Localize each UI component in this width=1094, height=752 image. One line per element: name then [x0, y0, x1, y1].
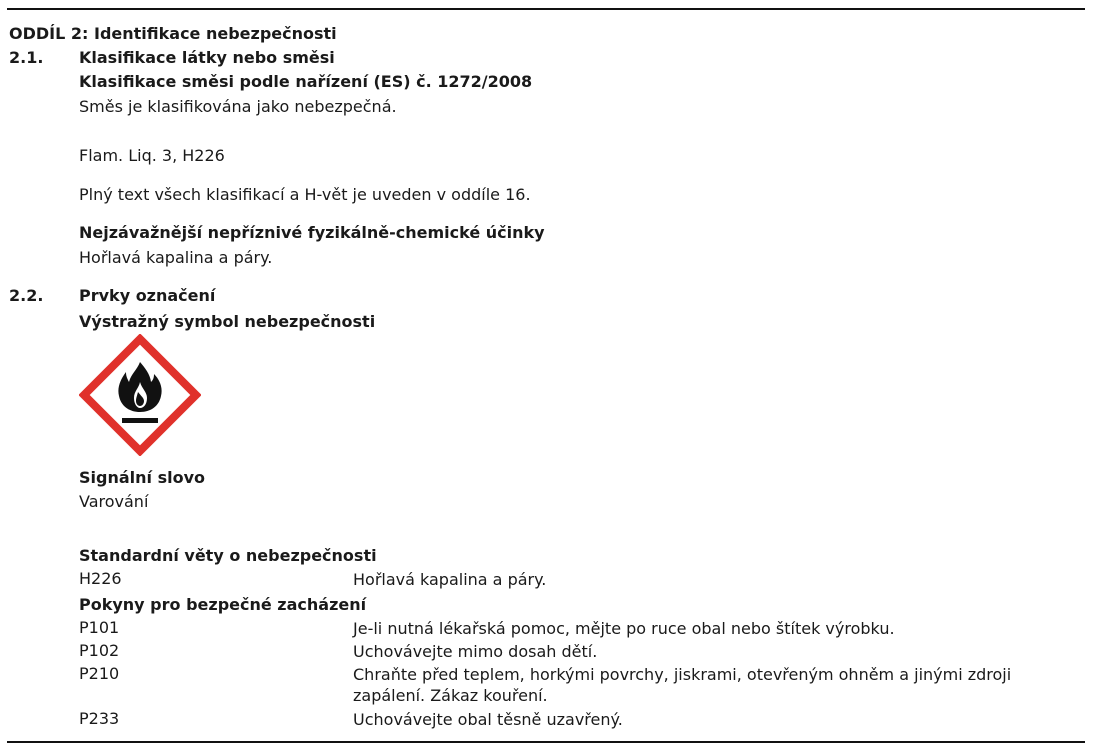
section-number-2-1: 2.1. — [9, 48, 44, 67]
effects-heading: Nejzávažnější nepříznivé fyzikálně-chemické účinky — [79, 223, 545, 242]
p-statement-code: P102 — [79, 641, 120, 660]
h-statement-code: H226 — [79, 569, 122, 588]
classification-statement: Směs je klasifikována jako nebezpečná. — [79, 97, 397, 116]
hazard-statements-heading: Standardní věty o nebezpečnosti — [79, 546, 377, 565]
classification-regulation-heading: Klasifikace směsi podle nařízení (ES) č. 1272/2008 — [79, 72, 533, 91]
effects-text: Hořlavá kapalina a páry. — [79, 248, 273, 267]
p-statement-text: Uchovávejte obal těsně uzavřený. — [353, 710, 623, 729]
p-statement-code: P210 — [79, 664, 120, 683]
flame-pictogram-icon — [79, 334, 201, 456]
classification-value: Flam. Liq. 3, H226 — [79, 146, 225, 165]
signal-word-heading: Signální slovo — [79, 468, 205, 487]
top-rule — [7, 8, 1085, 10]
section-heading-2-2: Prvky označení — [79, 286, 216, 305]
signal-word-value: Varování — [79, 492, 149, 511]
p-statement-code: P101 — [79, 618, 120, 637]
h-statement-text: Hořlavá kapalina a páry. — [353, 570, 547, 589]
precautionary-statements-heading: Pokyny pro bezpečné zacházení — [79, 595, 367, 614]
section-number-2-2: 2.2. — [9, 286, 44, 305]
section-title: ODDÍL 2: Identifikace nebezpečnosti — [9, 24, 337, 43]
p-statement-text: Chraňte před teplem, horkými povrchy, jiskrami, otevřeným ohněm a jinými zdroji zapálení. Zákaz kouření. — [353, 665, 1012, 705]
section-heading-2-1: Klasifikace látky nebo směsi — [79, 48, 335, 67]
p-statement-text: Je-li nutná lékařská pomoc, mějte po ruce obal nebo štítek výrobku. — [353, 619, 895, 638]
p-statement-text: Uchovávejte mimo dosah dětí. — [353, 642, 598, 661]
pictogram-heading: Výstražný symbol nebezpečnosti — [79, 312, 376, 331]
p-statement-code: P233 — [79, 709, 120, 728]
bottom-rule — [7, 741, 1085, 743]
fulltext-note: Plný text všech klasifikací a H-vět je uveden v oddíle 16. — [79, 185, 531, 204]
